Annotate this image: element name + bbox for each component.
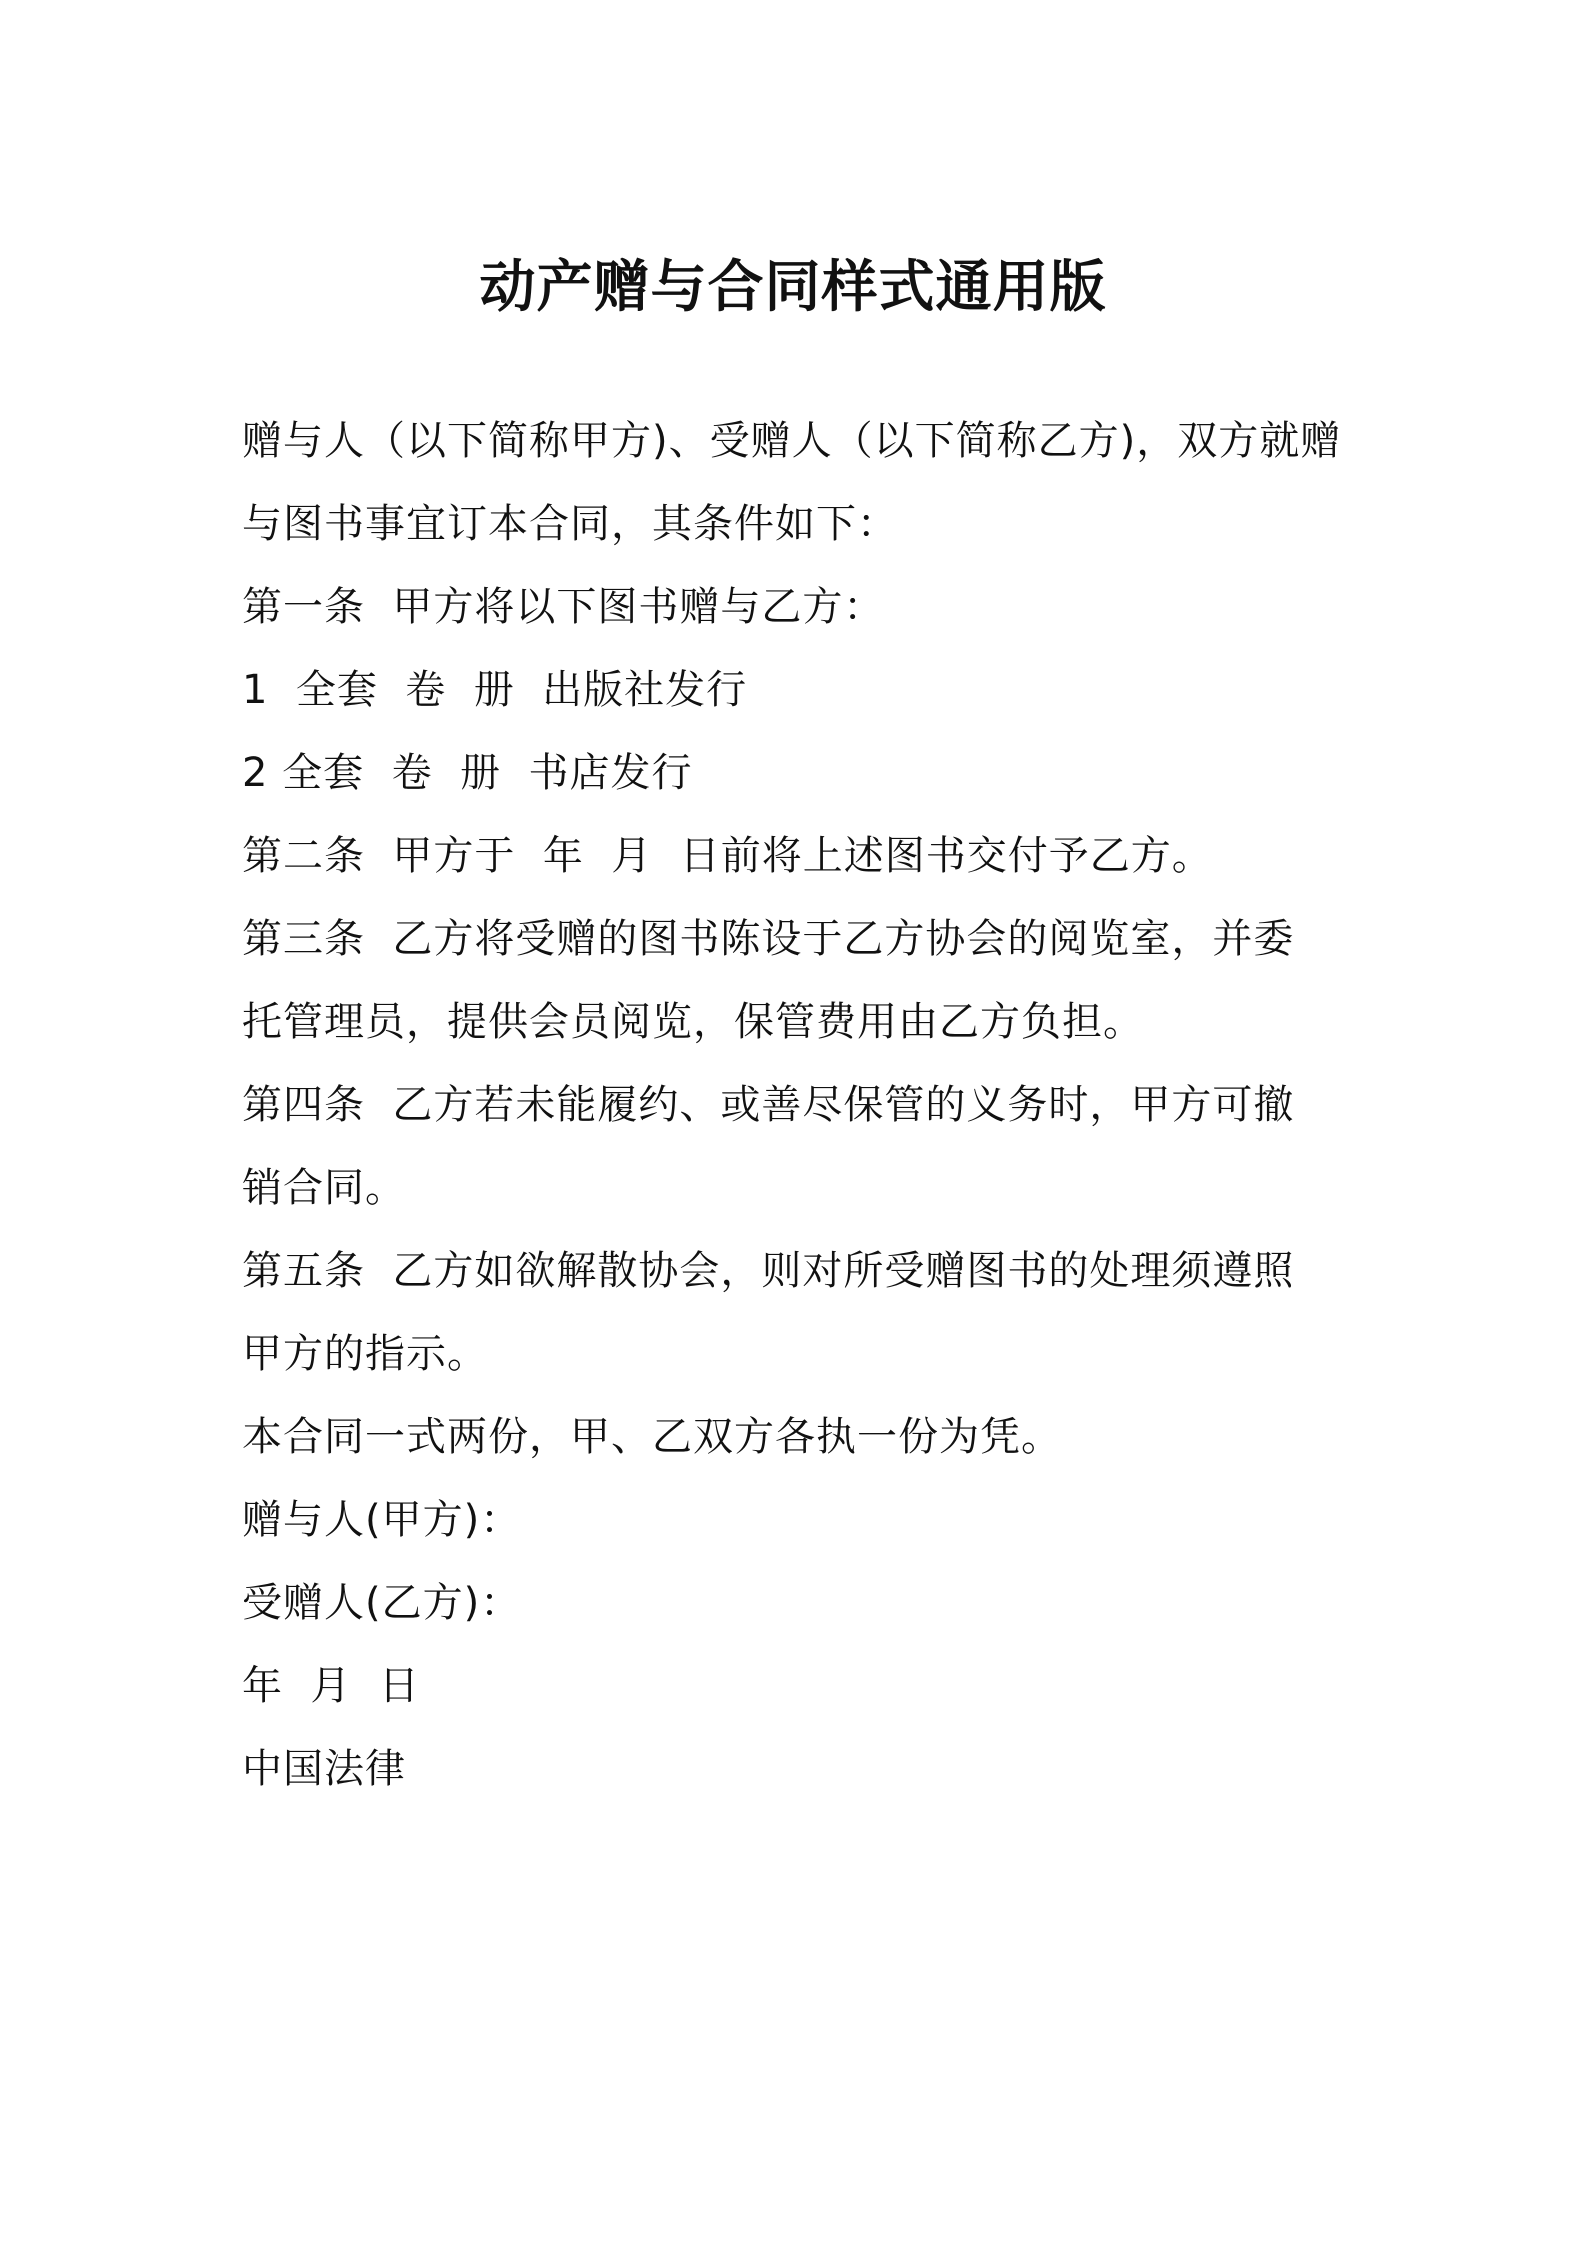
article-2: 第二条 甲方于 年 月 日前将上述图书交付予乙方。 bbox=[242, 833, 1213, 879]
article-1-heading: 第一条 甲方将以下图书赠与乙方： bbox=[242, 584, 885, 630]
article-5: 第五条 乙方如欲解散协会，则对所受赠图书的处理须遵照 bbox=[242, 1248, 1295, 1294]
article-5-cont: 甲方的指示。 bbox=[242, 1331, 488, 1377]
document-body bbox=[242, 400, 1362, 1811]
donor-signature-label: 赠与人(甲方)： bbox=[242, 1497, 522, 1543]
article-3-cont: 托管理员，提供会员阅览，保管费用由乙方负担。 bbox=[242, 999, 1144, 1045]
document-title: 动产赠与合同样式通用版 bbox=[479, 255, 1107, 320]
article-3: 第三条 乙方将受赠的图书陈设于乙方协会的阅览室，并委 bbox=[242, 916, 1295, 962]
footer-source: 中国法律 bbox=[242, 1746, 406, 1792]
date-label: 年 月 日 bbox=[242, 1663, 420, 1709]
body-line: 赠与人（以下简称甲方)、受赠人（以下简称乙方)，双方就赠 bbox=[242, 418, 1342, 464]
article-4: 第四条 乙方若未能履约、或善尽保管的义务时，甲方可撤 bbox=[242, 1082, 1295, 1128]
article-4-cont: 销合同。 bbox=[242, 1165, 406, 1211]
book-item-1: 1 全套 卷 册 出版社发行 bbox=[242, 667, 748, 713]
donee-signature-label: 受赠人(乙方)： bbox=[242, 1580, 522, 1626]
book-item-2: 2 全套 卷 册 书店发行 bbox=[242, 750, 693, 796]
body-line: 与图书事宜订本合同，其条件如下： bbox=[242, 501, 898, 547]
copies-clause: 本合同一式两份，甲、乙双方各执一份为凭。 bbox=[242, 1414, 1062, 1460]
